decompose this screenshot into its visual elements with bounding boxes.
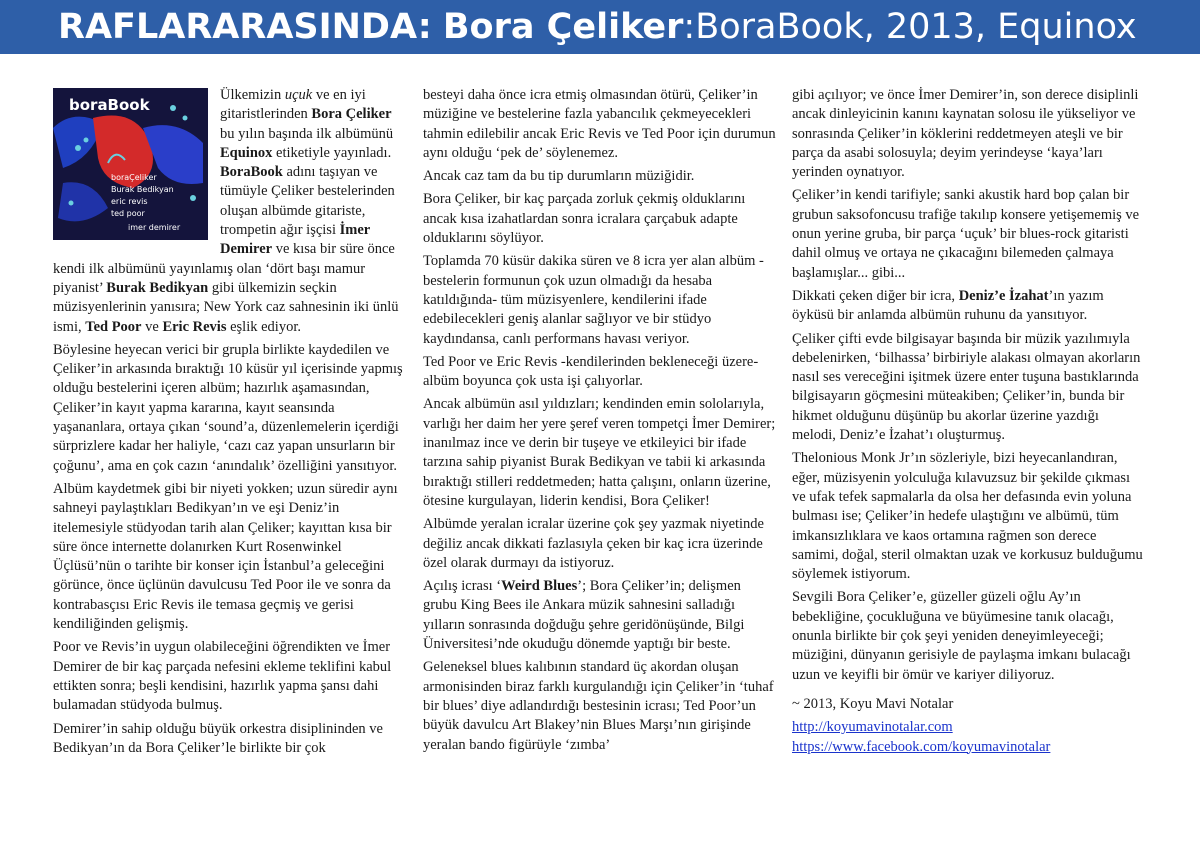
cover-line-2: Burak Bedikyan bbox=[111, 185, 174, 194]
artist-name: Bora Çeliker bbox=[442, 7, 684, 47]
paragraph: Demirer’in sahip olduğu büyük orkestra disiplininden ve Bedikyan’ın da Bora Çeliker’le birlikte bir çok bbox=[53, 720, 383, 756]
website-link[interactable]: http://koyumavinotalar.com bbox=[792, 719, 953, 736]
header-banner bbox=[0, 0, 1200, 54]
column-3 bbox=[792, 86, 1146, 840]
section-title: RAFLARARASINDA: bbox=[58, 7, 432, 47]
header-colon: : bbox=[683, 7, 696, 47]
paragraph: Bora Çeliker, bir kaç parçada zorluk çekmiş olduklarını ancak kısa izahatlardan sonra icralara çarçabuk adapte olduklarını söylüyor. bbox=[423, 191, 746, 247]
column-1 bbox=[53, 86, 407, 840]
paragraph: Ancak albümün asıl yıldızları; kendinden emin sololarıyla, varlığı her daim her yere şeref veren tompetçi İmer Demirer; inanılmaz ince ve derin bir tuşeye ve etkileyici bir ifade tarzına sahip piyanist Burak Bedikyan ve tabii ki arkasında bıraktığı stilleri reddetmeden; hatta çalışını, onların üzerine, ötesine kurgulayan, liderin kendisi, Bora Çeliker! bbox=[423, 396, 776, 509]
facebook-link[interactable]: https://www.facebook.com/koyumavinotalar bbox=[792, 738, 1051, 755]
cover-line-1: boraÇeliker bbox=[111, 173, 157, 182]
album-cover bbox=[53, 88, 208, 240]
paragraph: Açılış icrası ‘Weird Blues’; Bora Çeliker’in; delişmen grubu King Bees ile Ankara müzik sahnesini salladığı yılların sonrasında doğduğu şehre geridönüşünde, Bilgi Üniversitesi’nde okuduğu dönemde yaptığı bir beste. bbox=[423, 578, 745, 653]
paragraph: Ted Poor ve Eric Revis -kendilerinden bekleneceği üzere- albüm boyunca çok usta işi çalıyorlar. bbox=[423, 353, 759, 390]
paragraph: Albümde yeralan icralar üzerine çok şey yazmak niyetinde değiliz ancak dikkati fazlasıyla çeken bir kaç icra üzerinde özel olarak durmayı da istiyoruz. bbox=[423, 516, 764, 571]
paragraph: Çeliker’in kendi tarifiyle; sanki akustik hard bop çalan bir grubun saksofoncusu trafiğe takılıp konsere yetişememiş ve onun yerine gruba, bir parça ‘uçuk’ bir blues-rock gitaristi dahil olmuş ve ortaya ne çıkacağını bilemeden çalmaya başlamışlar... gibi... bbox=[792, 187, 1140, 281]
paragraph: Thelonious Monk Jr’ın sözleriyle, bizi heyecanlandıran, eğer, müzisyenin yolculuğa kılavuzsuz bir şekilde çıkması ve ufak tefek sapmalarla da olsa her defasında evin yoluna bulması ise; Çeliker’in hedefe ulaştığını ve albümü, tüm imkansızlıklara ve kaos ortamına rağmen son derece samimi, doğal, steril olmaktan uzak ve korkusuz bulduğumu söylemek istiyorum. bbox=[792, 450, 1143, 583]
paragraph: gibi açılıyor; ve önce İmer Demirer’in, son derece disiplinli ancak dinleyicinin kanını kaynatan solosu ile yükseliyor ve sonrasında Çeliker’in köklerini reddetmeyen ateşli ve bir parça da asabi solosuyla; deyim yerindeyse ‘kaya’ları yerinden oynatıyor. bbox=[792, 87, 1139, 181]
paragraph: Albüm kaydetmek gibi bir niyeti yokken; uzun süredir aynı sahneyi paylaştıkları Bedikyan’ın ve eşi Deniz’in itelemesiyle stüdyodan tarih alan Çeliker; kayıttan kısa bir süre önce internette dolanırken Kurt Rosenwinkel Üçlüsü’nün o tarihte bir konser için İstanbul’a geleceğini görünce, önce üçlünün davulcusu Ted Poor ile ve sonra da kontrabasçısı Eric Revis ile temasa geçmiş ve gerisi kendiliğinden gelişmiş. bbox=[53, 480, 398, 633]
paragraph: Çeliker çifti evde bilgisayar başında bir müzik yazılımıyla debelenirken, ‘bilhassa’ birbiriyle alakası olmayan akorların nasıl ses vereceğini işitmek üzere enter tuşuna bastıklarında bilgisayarın göçmesini müteakiben; Çeliker’in, bunda bir hikmet olduğunu düşünüp bu akorlar üzerine yazdığı melodi, Deniz’e İzahat’ı oluşturmuş. bbox=[792, 330, 1141, 444]
cover-line-3: eric revis bbox=[111, 197, 148, 206]
cover-line-4: ted poor bbox=[111, 209, 145, 218]
paragraph: Toplamda 70 küsür dakika süren ve 8 icra yer alan albüm -bestelerin formunun çok uzun olmadığı da hesaba katıldığında- tüm müzisyenlere, kendilerini ifade edebilecekleri geniş alanlar sağlıyor ve bir stüdyo kaydındansa, canlı performans havası veriyor. bbox=[423, 253, 764, 347]
album-cover-art bbox=[53, 88, 208, 240]
paragraph: besteyi daha önce icra etmiş olmasından ötürü, Çeliker’in müziğine ve bestelerine fazla yabancılık çekmeyecekleri tahmin edilebilir ancak Eric Revis ve Ted Poor için durumun aynı olduğu ‘pek de’ söylenemez. bbox=[423, 87, 776, 161]
author-credit: ~ 2013, Koyu Mavi Notalar bbox=[792, 695, 954, 712]
paragraph: Böylesine heyecan verici bir grupla birlikte kaydedilen ve Çeliker’in arkasında bıraktığı 10 küsür yıl içerisinde yapmış olduğu bestelerini içeren albüm; hazırlık aşamasından, Çeliker’in kayıt yapma kararına, kayıt seansında yaşananlara, ortaya çıkan ‘sound’a, düzenlemelerin içerdiği sürprizlere kadar her haliyle, ‘cazı caz yapan unsurların bir çoğunu’, ama en çok cazın ‘anındalık’ özelliğini yansıtıyor. bbox=[53, 341, 403, 474]
paragraph: Ancak caz tam da bu tip durumların müziğidir. bbox=[423, 168, 695, 185]
paragraph: Ülkemizin uçuk ve en iyi gitaristlerinden Bora Çeliker bu yılın başında ilk albümünü Equinox etiketiyle yayınladı. BoraBook adını taşıyan ve tümüyle Çeliker bestelerinden oluşan albümde gitariste, trompetin ağır işçisi İmer Demirer ve kısa bir süre önce kendi ilk albümünü yayınlamış olan ‘dört başı mamur piyanist’ Burak Bedikyan gibi ülkemizin seçkin müzisyenlerinin yanısıra; New York caz sahnesinin iki ünlü ismi, Ted Poor ve Eric Revis eşlik ediyor. bbox=[53, 87, 399, 335]
cover-line-5: imer demirer bbox=[128, 223, 181, 232]
paragraph: Poor ve Revis’in uygun olabileceğini öğrendikten ve İmer Demirer de bir kaç parçada nefesini ekleme teklifini kabul ettikten sonra; beşli kendisini, hazırlık yapma şansı dahi bulamadan stüdyoda bulmuş. bbox=[53, 639, 392, 714]
cover-title: boraBook bbox=[69, 96, 150, 114]
paragraph: Dikkati çeken diğer bir icra, Deniz’e İzahat’ın yazım öyküsü bir anlamda albümün ruhunu da yansıtıyor. bbox=[792, 287, 1104, 324]
paragraph: Sevgili Bora Çeliker’e, güzeller güzeli oğlu Ay’ın bebekliğine, çocukluğuna ve büyümesine tanık olacağı, onunla birlikte bir çok şeyi yeniden deneyimleyeceği; müziğini, dünyanın gerisiyle de paylaşma imkanı bulacağı uzun ve keyifli bir ömür ve kariyer diliyoruz. bbox=[792, 589, 1131, 683]
paragraph: Geleneksel blues kalıbının standard üç akordan oluşan armonisinden biraz farklı kurgulandığı için Çeliker’in ‘tuhaf bir blues’ diye adlandırdığı bestesinin icrası; Ted Poor’un büyük davulcu Art Blakey’nin Blues Marşı’nın girişinde yeralan bando figürüyle ‘zımba’ bbox=[423, 659, 774, 753]
album-info: BoraBook, 2013, Equinox bbox=[695, 7, 1137, 47]
column-2 bbox=[423, 86, 777, 840]
